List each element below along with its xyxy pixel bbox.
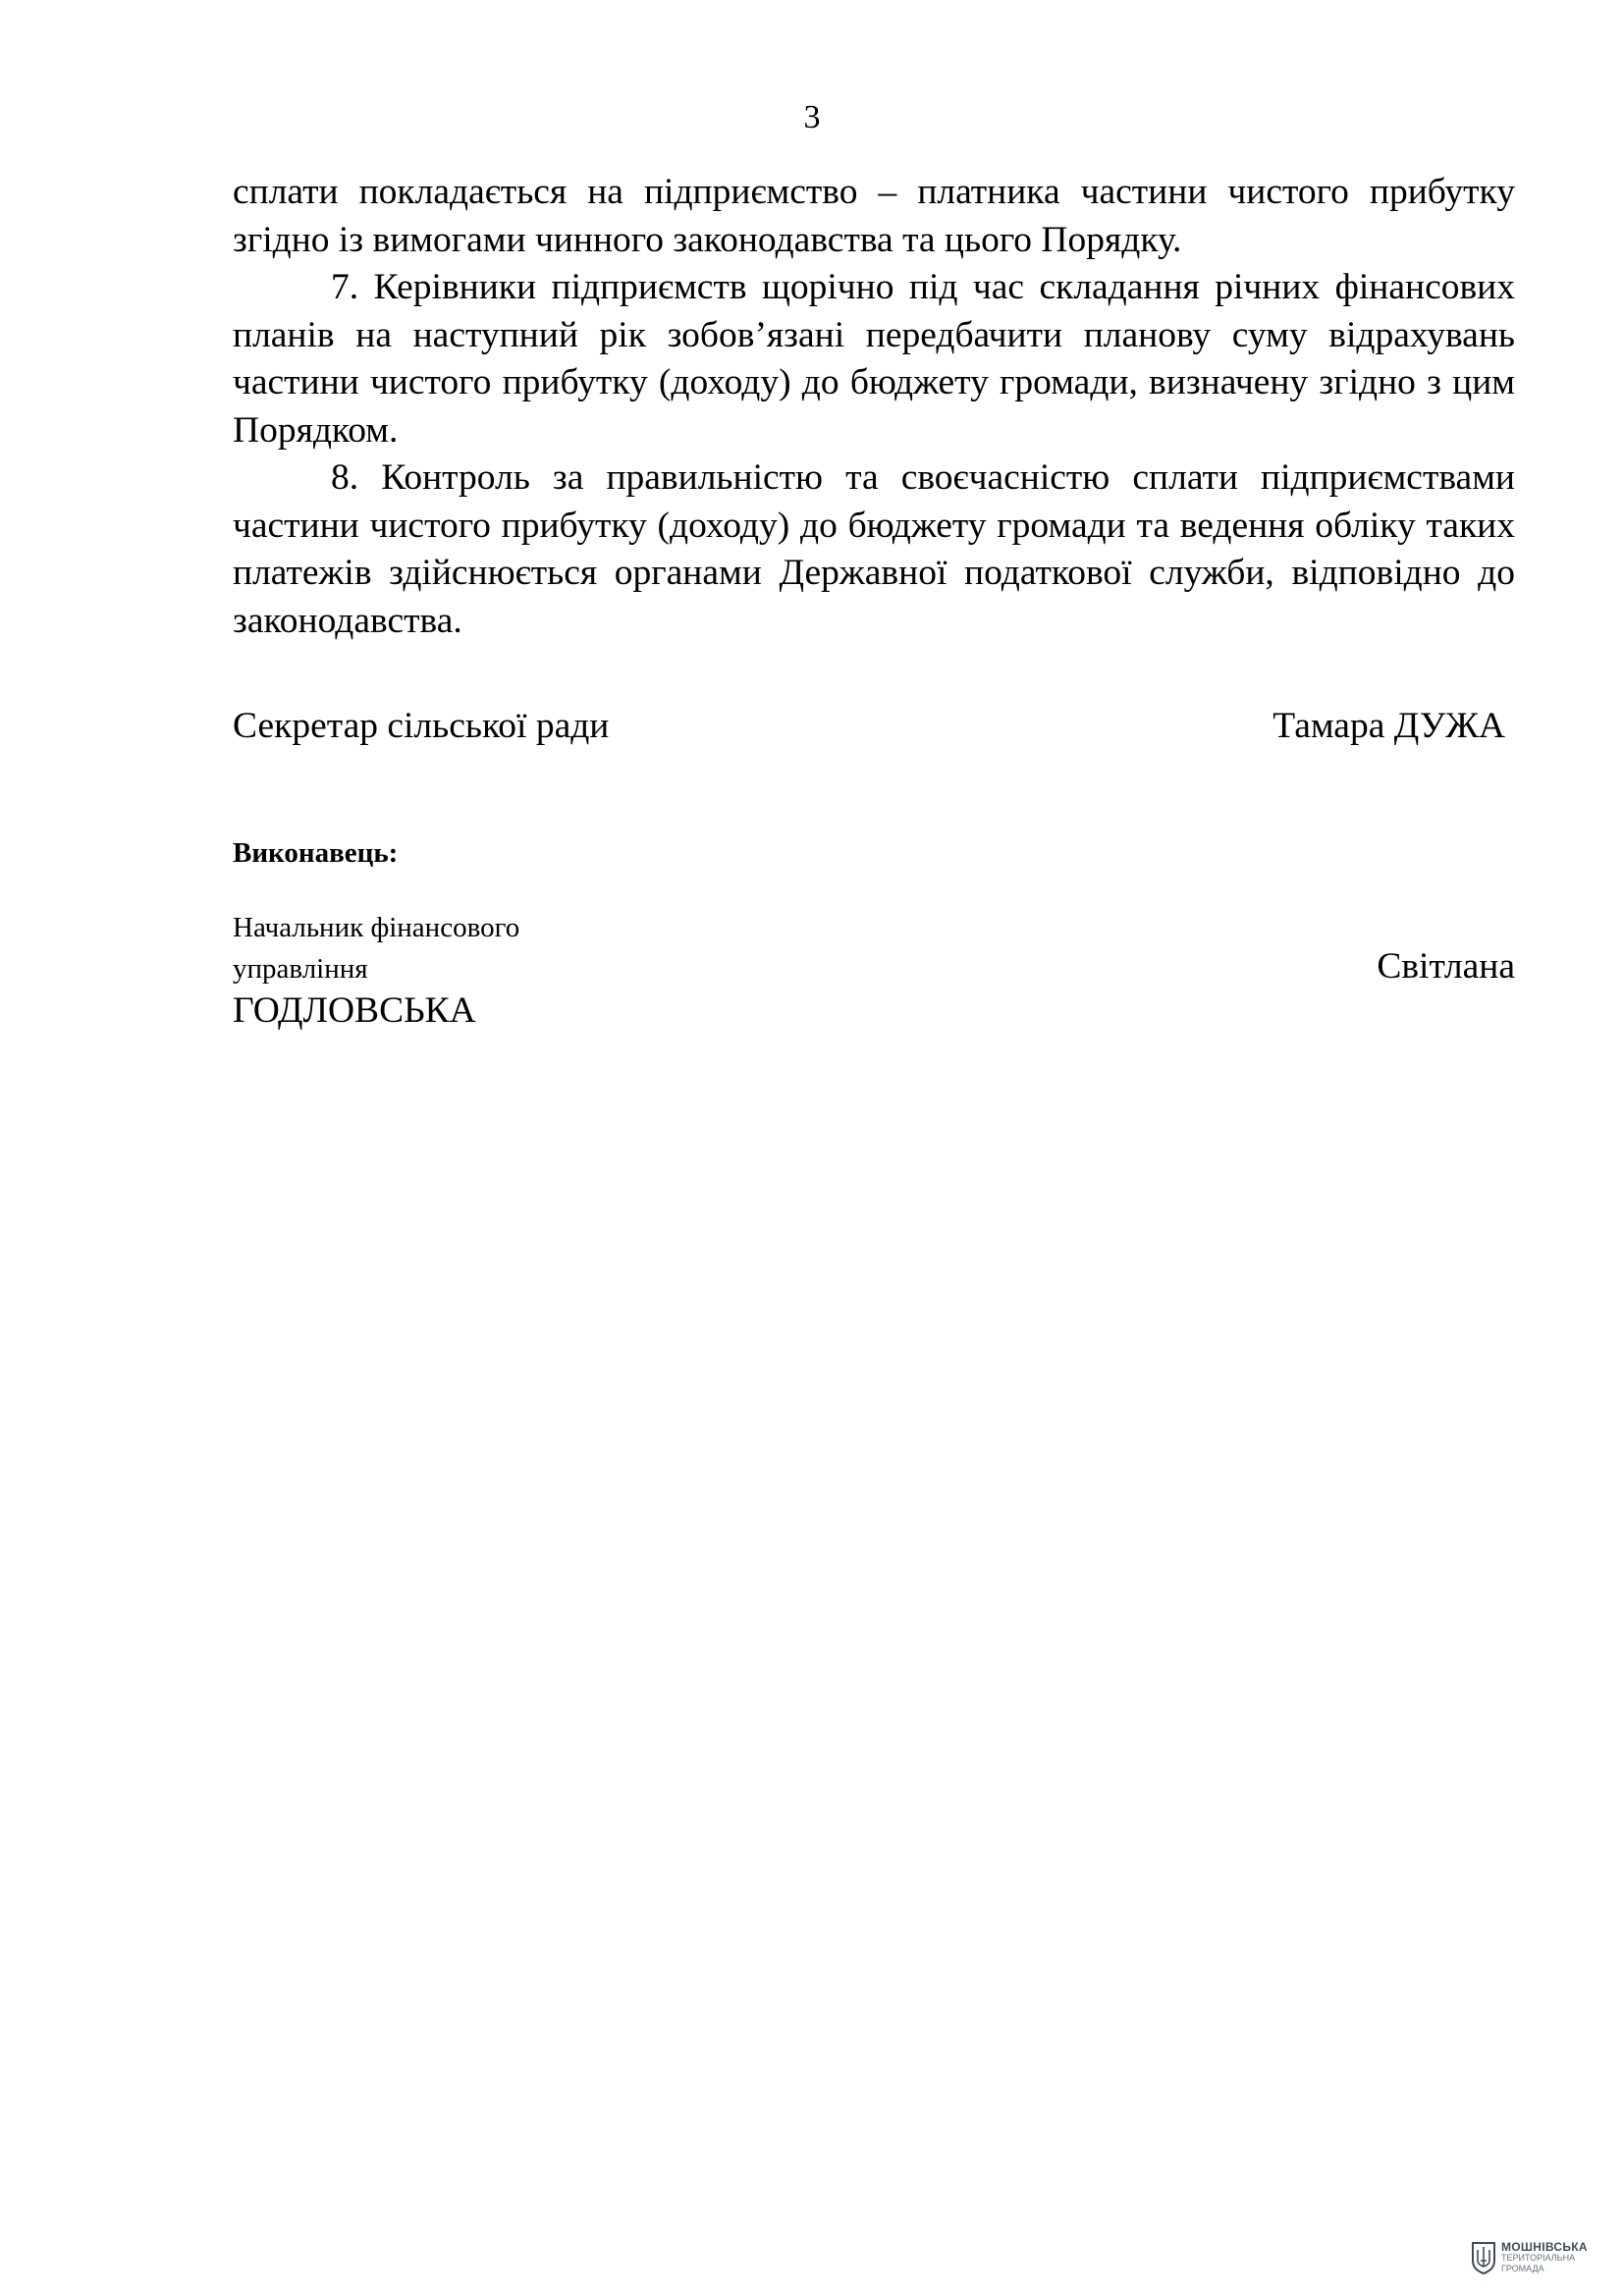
signature-name: Тамара ДУЖА xyxy=(1272,706,1505,746)
page-number: 3 xyxy=(803,99,821,135)
trident-emblem-icon xyxy=(1471,2241,1496,2274)
executor-position-line1: Начальник фінансового xyxy=(233,912,520,943)
body-text xyxy=(233,169,1515,645)
logo-line1: МОШНІВСЬКА xyxy=(1501,2239,1588,2254)
logo-line3: ГРОМАДА xyxy=(1501,2263,1544,2273)
executor-block xyxy=(233,908,1515,1034)
signature-block xyxy=(233,705,1505,748)
executor-last-name: ГОДЛОВСЬКА xyxy=(233,990,476,1031)
executor-position-line2: управління xyxy=(233,953,368,985)
executor-label: Виконавець: xyxy=(233,837,399,869)
logo-line2: ТЕРИТОРІАЛЬНА xyxy=(1501,2252,1576,2263)
paragraph-continuation: сплати покладається на підприємство – платника частини чистого прибутку згідно із вимогами чинного законодавства та цього Порядку. xyxy=(233,172,1515,260)
executor-first-name: Світлана xyxy=(1377,946,1515,987)
executor-line2 xyxy=(233,947,1515,988)
signature-position: Секретар сільської ради xyxy=(233,706,610,746)
logo-text xyxy=(1501,2239,1588,2274)
paragraph-8: 8. Контроль за правильністю та своєчасністю сплати підприємствами частини чистого прибутку (доходу) до бюджету громади та ведення обліку таких платежів здійснюється органами Державної податкової служби, відповідно до законодавства. xyxy=(233,457,1515,641)
community-logo xyxy=(1471,2241,1588,2274)
paragraph-7: 7. Керівники підприємств щорічно під час складання річних фінансових планів на наступний рік зобов’язані передбачити планову суму відрахувань частини чистого прибутку (доходу) до бюджету громади, визначену згідно з цим Порядком. xyxy=(233,267,1515,451)
